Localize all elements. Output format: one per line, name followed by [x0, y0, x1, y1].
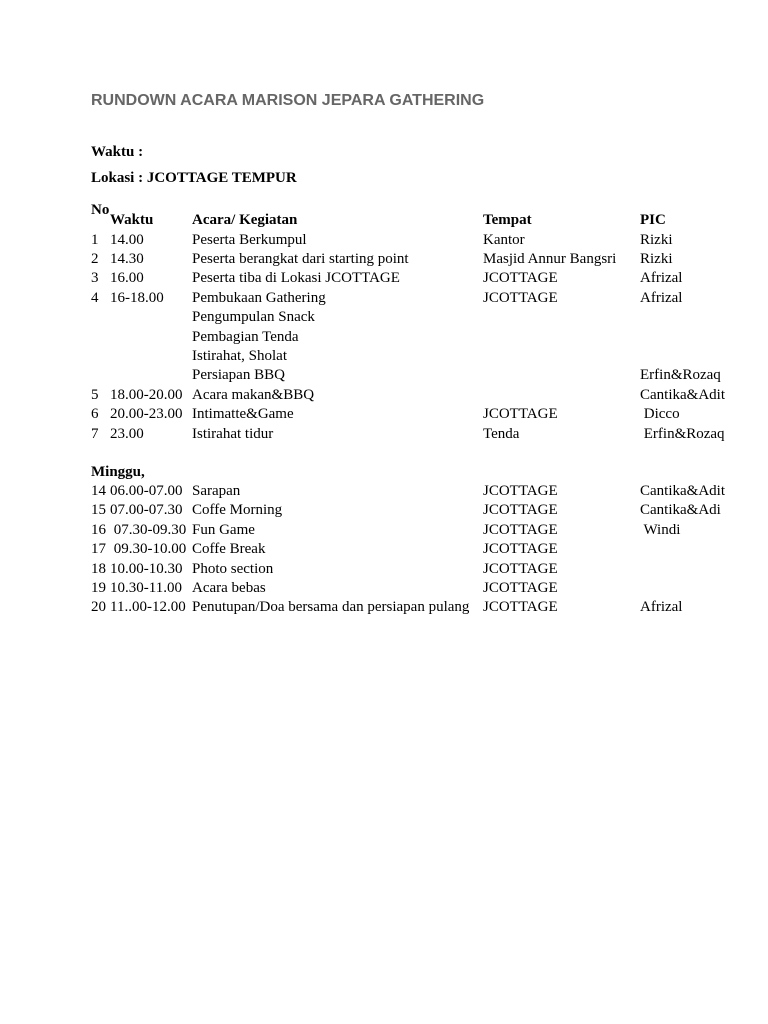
cell-no: 3	[91, 270, 99, 287]
cell-time: 16.00	[110, 270, 144, 287]
cell-place: JCOTTAGE	[483, 483, 558, 499]
cell-activity: Istirahat, Sholat	[192, 347, 287, 364]
cell-no: 20	[91, 599, 106, 616]
cell-time: 23.00	[110, 425, 144, 442]
cell-no: 5	[91, 386, 99, 403]
cell-time: 14.00	[110, 231, 144, 248]
lokasi-label: Lokasi : JCOTTAGE TEMPUR	[91, 170, 297, 186]
cell-pic: Rizki	[640, 231, 673, 248]
cell-time: 06.00-07.00	[110, 483, 183, 499]
cell-activity: Pembukaan Gathering	[192, 289, 326, 306]
cell-pic: Rizki	[640, 250, 673, 267]
header-time: Waktu	[110, 212, 154, 228]
cell-no: 18	[91, 560, 106, 577]
cell-place: Masjid Annur Bangsri	[483, 250, 617, 267]
cell-time: 10.00-10.30	[110, 560, 183, 577]
cell-pic: Afrizal	[640, 270, 683, 287]
cell-no: 7	[91, 425, 99, 442]
cell-no: 19	[91, 580, 106, 596]
cell-no: 1	[91, 231, 99, 248]
cell-place: JCOTTAGE	[483, 521, 558, 538]
cell-time: 09.30-10.00	[110, 541, 187, 558]
cell-place: JCOTTAGE	[483, 502, 558, 519]
cell-pic: Dicco	[640, 406, 680, 423]
cell-activity: Photo section	[192, 560, 274, 577]
cell-activity: Acara makan&BBQ	[192, 386, 315, 403]
cell-pic: Cantika&Adit	[640, 483, 725, 499]
cell-no: 2	[91, 250, 99, 267]
cell-activity: Coffe Break	[192, 541, 266, 558]
cell-time: 18.00-20.00	[110, 386, 183, 403]
cell-no: 16	[91, 521, 106, 538]
document-title: RUNDOWN ACARA MARISON JEPARA GATHERING	[91, 92, 485, 109]
cell-activity: Pengumpulan Snack	[192, 309, 315, 326]
header-activity: Acara/ Kegiatan	[192, 212, 298, 228]
cell-place: JCOTTAGE	[483, 406, 558, 423]
cell-no: 14	[91, 483, 106, 499]
cell-activity: Istirahat tidur	[192, 425, 274, 442]
cell-activity: Pembagian Tenda	[192, 328, 299, 345]
cell-activity: Intimatte&Game	[192, 406, 294, 423]
cell-pic: Cantika&Adit	[640, 386, 725, 403]
cell-activity: Peserta Berkumpul	[192, 231, 307, 248]
cell-activity: Acara bebas	[192, 580, 266, 596]
cell-time: 14.30	[110, 250, 144, 267]
cell-pic: Afrizal	[640, 289, 683, 306]
cell-pic: Afrizal	[640, 599, 683, 616]
cell-place: JCOTTAGE	[483, 599, 558, 616]
cell-activity: Persiapan BBQ	[192, 367, 285, 384]
cell-place: JCOTTAGE	[483, 580, 558, 596]
cell-no: 4	[91, 289, 99, 306]
cell-time: 07.00-07.30	[110, 502, 183, 519]
day2-label: Minggu,	[91, 464, 145, 480]
cell-activity: Sarapan	[192, 483, 241, 499]
cell-time: 07.30-09.30	[110, 521, 187, 538]
cell-activity: Coffe Morning	[192, 502, 283, 519]
cell-place: JCOTTAGE	[483, 560, 558, 577]
cell-place: Tenda	[483, 425, 520, 442]
cell-time: 10.30-11.00	[110, 580, 182, 596]
cell-place: JCOTTAGE	[483, 541, 558, 558]
cell-activity: Fun Game	[192, 521, 255, 538]
cell-no: 17	[91, 541, 106, 558]
cell-pic: Erfin&Rozaq	[640, 425, 725, 442]
cell-pic: Erfin&Rozaq	[640, 367, 721, 384]
cell-activity: Peserta tiba di Lokasi JCOTTAGE	[192, 270, 400, 287]
cell-time: 11..00-12.00	[110, 599, 186, 616]
header-pic: PIC	[640, 212, 666, 228]
cell-activity: Penutupan/Doa bersama dan persiapan pulang	[192, 599, 470, 616]
cell-time: 20.00-23.00	[110, 406, 183, 423]
cell-place: Kantor	[483, 231, 525, 248]
cell-no: 6	[91, 406, 99, 423]
cell-time: 16-18.00	[110, 289, 164, 306]
waktu-label: Waktu :	[91, 144, 144, 160]
cell-activity: Peserta berangkat dari starting point	[192, 250, 409, 267]
cell-pic: Windi	[640, 521, 681, 538]
header-place: Tempat	[483, 212, 532, 228]
cell-place: JCOTTAGE	[483, 289, 558, 306]
cell-pic: Cantika&Adi	[640, 502, 721, 519]
cell-place: JCOTTAGE	[483, 270, 558, 287]
cell-no: 15	[91, 502, 106, 519]
header-no: No	[91, 202, 110, 218]
